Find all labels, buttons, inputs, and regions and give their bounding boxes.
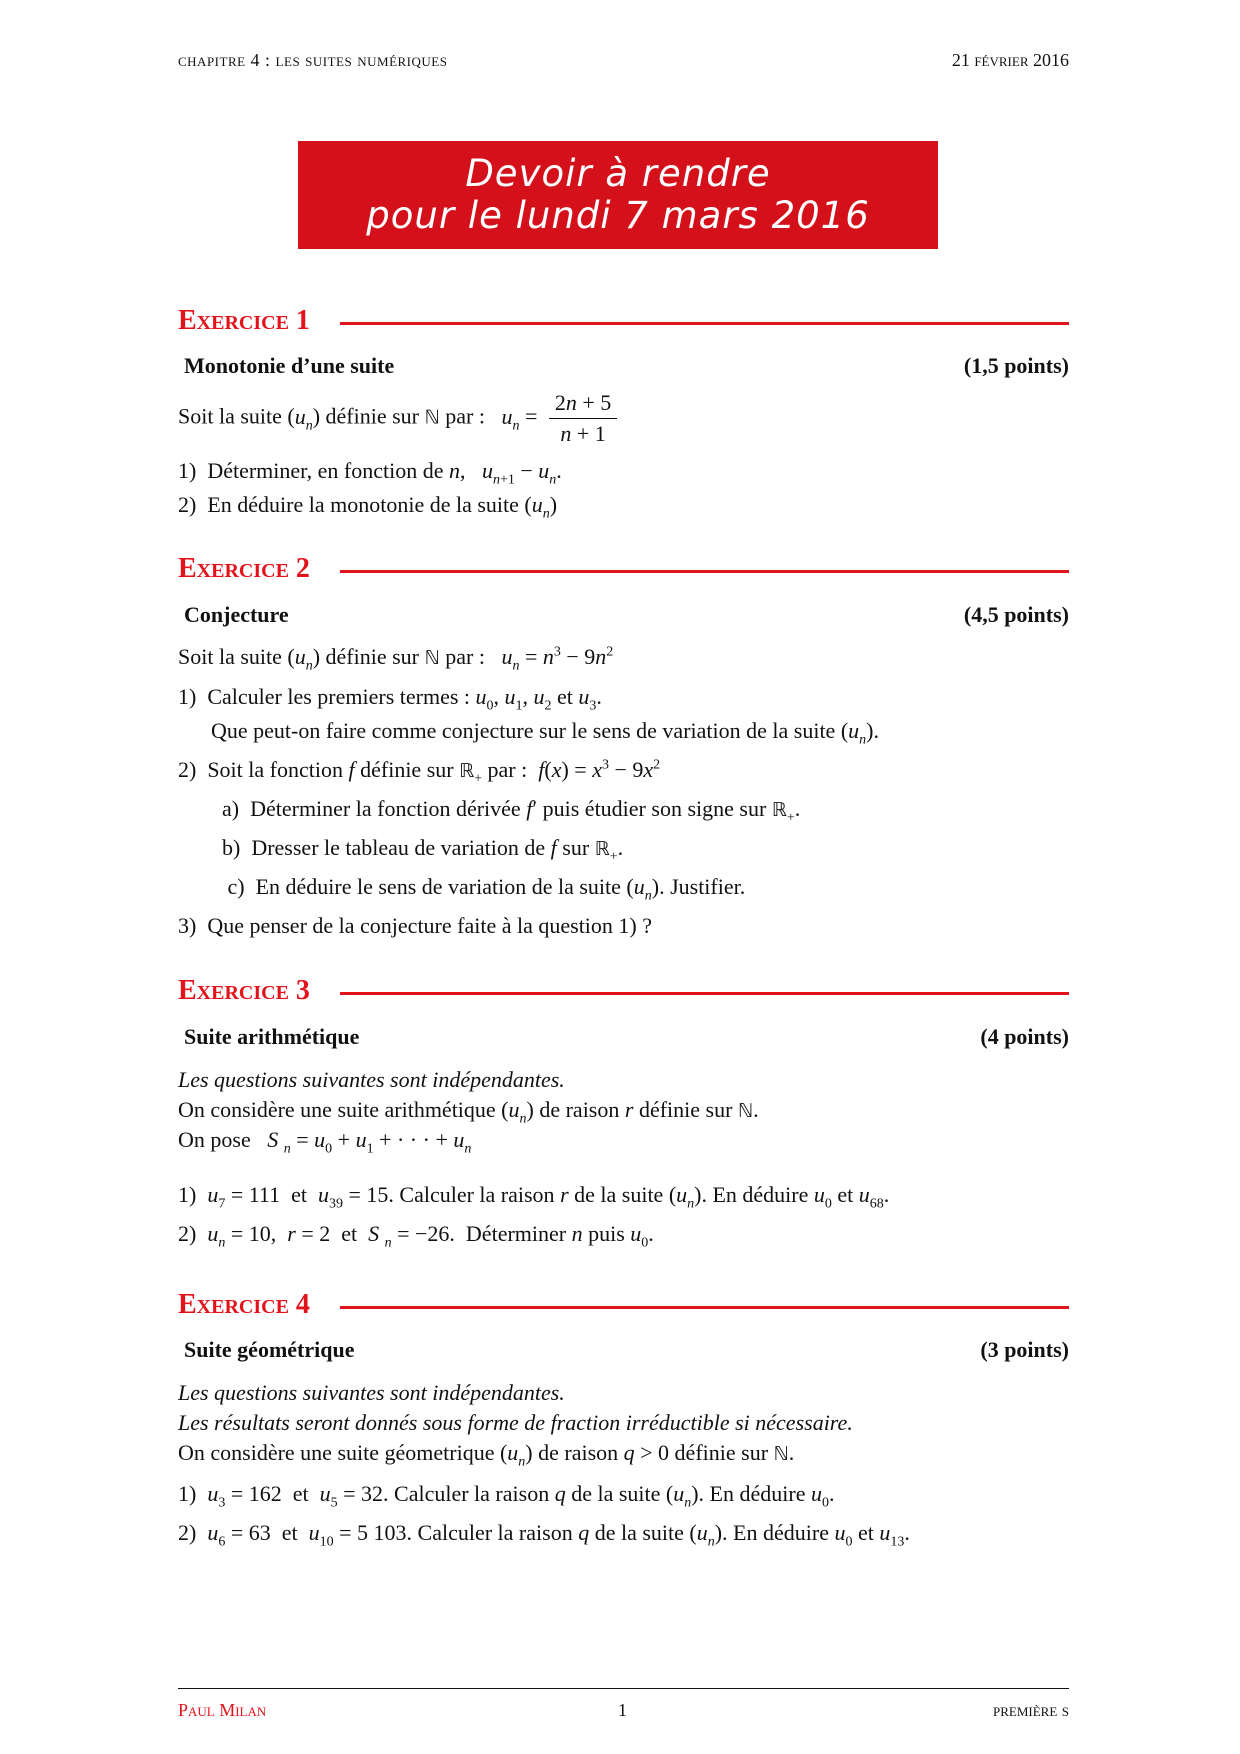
exercise-2-question-2: 2) Soit la fonction f définie sur ℝ$_+$ par : $f(x) = x^3 - 9x^2$ (178, 757, 661, 787)
exercise-3-statement: On considère une suite arithmétique $(u_n)$ de raison r définie sur ℕ. (178, 1097, 759, 1127)
banner-line-2: pour le lundi 7 mars 2016 (366, 194, 870, 237)
footer-author: Paul Milan (178, 1700, 267, 1720)
exercise-4-question-2: 2) $u_6 = 63$ et $u_{10} = 5$ 103. Calculer la raison q de la suite $(u_n)$. En déduire $u_0$ et $u_{13}$. (178, 1520, 910, 1550)
exercise-2-subtitle-row (184, 602, 1069, 628)
exercise-2-question-1-conjecture: Que peut-on faire comme conjecture sur le sens de variation de la suite $(u_n)$. (211, 718, 879, 748)
chapter-title: chapitre 4 : les suites numériques (178, 50, 448, 70)
exercise-1-subtitle-row (184, 353, 1069, 379)
exercise-2-subtitle: Conjecture (184, 602, 289, 627)
exercise-3-label: Exercice 3 (178, 975, 310, 1006)
exercise-2-question-3: 3) Que penser de la conjecture faite à la question 1) ? (178, 913, 653, 938)
exercise-2-question-2b: b) Dresser le tableau de variation de f sur ℝ$_+$. (211, 835, 624, 865)
exercise-3-sum-definition: On pose S $_n = u_0 + u_1$ + · · · + $u_n$ (178, 1127, 472, 1157)
exercise-4-independent-note: Les questions suivantes sont indépendantes. (178, 1380, 565, 1405)
footer-page-number: 1 (618, 1700, 627, 1720)
header-date: 21 février 2016 (951, 50, 1069, 70)
exercise-4-points: (3 points) (980, 1337, 1069, 1362)
banner-line-1: Devoir à rendre (465, 152, 771, 195)
exercise-4-subtitle-row (184, 1337, 1069, 1363)
exercise-2-question-2a: a) Déterminer la fonction dérivée f′ puis étudier son signe sur ℝ$_+$. (211, 796, 801, 826)
exercise-4-statement: On considère une suite géometrique $(u_n)$ de raison q > 0 définie sur ℕ. (178, 1440, 795, 1470)
exercise-2-heading (178, 553, 1069, 593)
exercise-1-points: (1,5 points) (963, 353, 1069, 378)
exercise-1-question-1: 1) Déterminer, en fonction de n, $u_{n+1} - u_n$. (178, 458, 562, 488)
exercise-3-independent-note: Les questions suivantes sont indépendantes. (178, 1067, 565, 1092)
exercise-3-question-1: 1) $u_7 = 111$ et $u_{39} = 15$. Calculer la raison r de la suite $(u_n)$. En déduire $u_0$ et $u_{68}$. (178, 1182, 890, 1212)
exercise-3-question-2: 2) $u_n = 10$, r = 2 et S $_n$ = −26. Déterminer n puis $u_0$. (178, 1221, 654, 1251)
exercise-4-fraction-note: Les résultats seront donnés sous forme de fraction irréductible si nécessaire. (178, 1410, 853, 1435)
exercise-2-question-1: 1) Calculer les premiers termes : $u_0$, $u_1$, $u_2$ et $u_3$. (178, 684, 602, 714)
homework-banner (298, 141, 938, 249)
footer-rule (178, 1688, 1069, 1689)
exercise-4-question-1: 1) $u_3 = 162$ et $u_5 = 32$. Calculer la raison q de la suite $(u_n)$. En déduire $u_0$. (178, 1481, 835, 1511)
exercise-1-statement: Soit la suite $(u_n)$ définie sur ℕ par : $u_n$ = $\frac{2n + 5}{n + 1}$ (178, 388, 617, 449)
exercise-1-label: Exercice 1 (178, 305, 310, 336)
exercise-1-rule (340, 322, 1069, 325)
exercise-2-label: Exercice 2 (178, 553, 310, 584)
exercise-3-points: (4 points) (980, 1024, 1069, 1049)
exercise-4-rule (340, 1306, 1069, 1309)
exercise-2-question-2c: c) En déduire le sens de variation de la suite $(u_n)$. Justifier. (211, 874, 746, 904)
exercise-1-subtitle: Monotonie d’une suite (184, 353, 395, 378)
exercise-3-subtitle: Suite arithmétique (184, 1024, 360, 1049)
exercise-4-label: Exercice 4 (178, 1289, 310, 1320)
exercise-1-heading (178, 305, 1069, 345)
exercise-3-heading (178, 975, 1069, 1015)
exercise-3-rule (340, 992, 1069, 995)
exercise-4-heading (178, 1289, 1069, 1329)
exercise-2-points: (4,5 points) (963, 602, 1069, 627)
footer-class: première s (992, 1700, 1069, 1720)
exercise-1-question-2: 2) En déduire la monotonie de la suite $(u_n)$ (178, 492, 558, 522)
exercise-4-subtitle: Suite géométrique (184, 1337, 355, 1362)
exercise-3-subtitle-row (184, 1024, 1069, 1050)
exercise-2-statement: Soit la suite $(u_n)$ définie sur ℕ par : $u_n = n^3 - 9n^2$ (178, 644, 614, 674)
exercise-2-rule (340, 570, 1069, 573)
